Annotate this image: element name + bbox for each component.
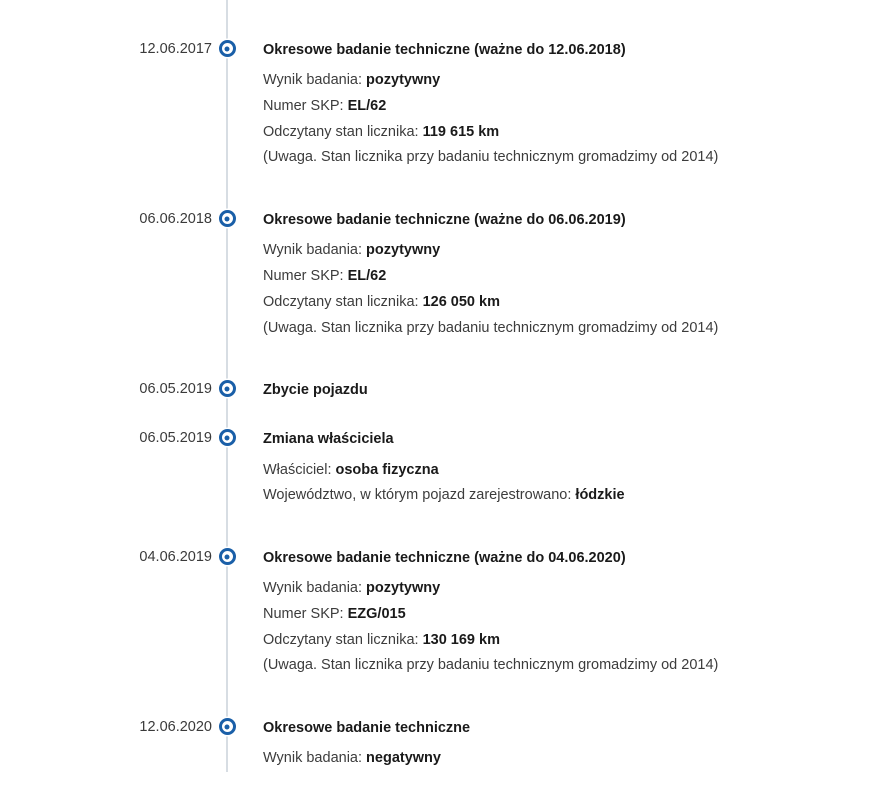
event-spacer: [0, 509, 871, 549]
event-marker: [212, 211, 242, 227]
top-spacer: [0, 0, 871, 41]
detail-note: (Uwaga. Stan licznika przy badaniu technicznym gromadzimy od 2014): [263, 657, 719, 674]
timeline-dot-icon: [219, 718, 236, 735]
detail-value: 119 615 km: [422, 123, 500, 140]
detail-value: EZG/015: [347, 605, 406, 622]
event-date: 12.06.2020: [139, 719, 212, 736]
detail-skp: [263, 604, 871, 626]
event-body: [242, 41, 871, 171]
event-details: [263, 460, 871, 508]
detail-label: Odczytany stan licznika:: [263, 293, 419, 310]
detail-skp: [263, 266, 871, 288]
detail-label: Wynik badania:: [263, 580, 363, 597]
detail-label: Odczytany stan licznika:: [263, 123, 419, 140]
event-spacer: [0, 341, 871, 381]
event-body: [242, 549, 871, 679]
event-body: [242, 430, 871, 509]
detail-voivodeship: [263, 485, 871, 507]
event-body: [242, 381, 871, 401]
event-marker: [212, 41, 242, 57]
detail-note: (Uwaga. Stan licznika przy badaniu technicznym gromadzimy od 2014): [263, 149, 719, 166]
event-title: Okresowe badanie techniczne: [263, 720, 471, 737]
timeline-dot-icon: [219, 429, 236, 446]
detail-label: Wynik badania:: [263, 750, 363, 767]
event-body: [242, 211, 871, 341]
detail-skp: [263, 96, 871, 118]
timeline-event: [0, 41, 871, 171]
event-title: Zmiana właściciela: [263, 431, 394, 448]
timeline-dot-icon: [219, 210, 236, 227]
event-title: Okresowe badanie techniczne (ważne do 04.06.2020): [263, 550, 626, 566]
detail-label: Odczytany stan licznika:: [263, 631, 419, 648]
detail-label: Wynik badania:: [263, 242, 363, 259]
timeline-dot-icon: [219, 380, 236, 397]
event-marker: [212, 719, 242, 735]
detail-value: EL/62: [347, 268, 387, 284]
detail-odometer: [263, 292, 871, 314]
event-details: [263, 578, 871, 677]
detail-value: osoba fizyczna: [335, 461, 439, 478]
event-title: Okresowe badanie techniczne (ważne do 12.06.2018): [263, 42, 626, 58]
timeline-event: [0, 430, 871, 509]
timeline-dot-icon: [219, 40, 236, 57]
detail-value: pozytywny: [366, 580, 441, 597]
event-date: 06.06.2018: [139, 211, 212, 228]
timeline-event: [0, 211, 871, 341]
timeline-dot-icon: [219, 548, 236, 565]
detail-result: [263, 748, 871, 770]
event-date: 12.06.2017: [139, 41, 212, 57]
event-title: Zbycie pojazdu: [263, 382, 368, 399]
event-spacer: [0, 171, 871, 211]
event-marker: [212, 381, 242, 397]
detail-note: (Uwaga. Stan licznika przy badaniu technicznym gromadzimy od 2014): [263, 319, 719, 336]
detail-label: Właściciel:: [263, 461, 332, 478]
detail-value: EL/62: [347, 97, 387, 114]
detail-owner: [263, 460, 871, 482]
event-spacer: [0, 679, 871, 719]
timeline-event: [0, 381, 871, 401]
detail-value: 130 169 km: [422, 631, 500, 648]
event-date: 04.06.2019: [139, 549, 212, 565]
detail-odometer: [263, 630, 871, 652]
event-details: [263, 748, 871, 770]
detail-value: 126 050 km: [422, 293, 500, 310]
event-date: 06.05.2019: [139, 381, 212, 398]
detail-label: Numer SKP:: [263, 97, 344, 114]
event-title: Okresowe badanie techniczne (ważne do 06.06.2019): [263, 212, 626, 229]
detail-label: Numer SKP:: [263, 268, 344, 284]
timeline-event: [0, 719, 871, 772]
event-spacer: [0, 401, 871, 430]
detail-value: łódzkie: [575, 487, 625, 504]
detail-result: [263, 240, 871, 262]
event-marker: [212, 430, 242, 446]
event-body: [242, 719, 871, 772]
detail-label: Wynik badania:: [263, 72, 363, 89]
detail-value: pozytywny: [366, 242, 441, 259]
detail-odometer: [263, 122, 871, 144]
event-details: [263, 70, 871, 169]
detail-value: pozytywny: [366, 72, 441, 89]
detail-result: [263, 70, 871, 92]
detail-result: [263, 578, 871, 600]
event-details: [263, 240, 871, 339]
detail-label: Numer SKP:: [263, 605, 344, 622]
detail-value: negatywny: [366, 750, 441, 767]
detail-label: Województwo, w którym pojazd zarejestrowano:: [263, 487, 572, 504]
event-marker: [212, 549, 242, 565]
timeline-event: [0, 549, 871, 679]
event-date: 06.05.2019: [139, 430, 212, 447]
